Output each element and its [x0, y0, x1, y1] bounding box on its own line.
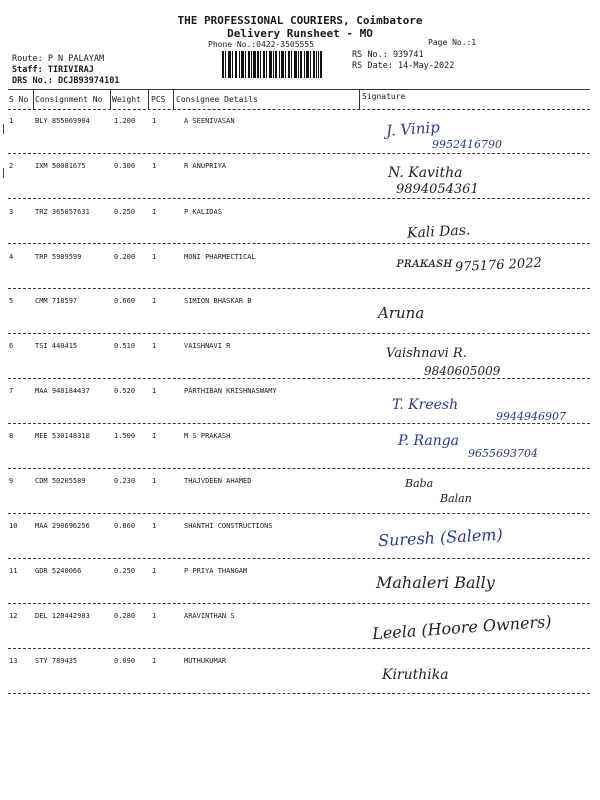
row-pcs: 1: [152, 612, 157, 620]
signature: Vaishnavi R.: [386, 346, 467, 361]
col-header-consignee: Consignee Details: [176, 95, 258, 104]
signature: P. Ranga: [398, 433, 460, 449]
row-divider: [8, 693, 590, 694]
signature-phone: 9944946907: [496, 410, 566, 423]
row-consignment: DEL 120442983: [35, 612, 90, 620]
row-pcs: 1: [152, 162, 157, 170]
row-consignee: THAJVDEEN AHAMED: [184, 477, 252, 485]
row-consignment: MAA 290696256: [35, 522, 90, 530]
row-weight: 0.200: [114, 253, 136, 261]
row-consignee: SHANTHI CONSTRUCTIONS: [184, 522, 273, 530]
row-divider: [8, 198, 590, 199]
signature: Kiruthika: [382, 667, 449, 683]
signature-phone: 9655693704: [468, 447, 538, 460]
document-subtitle: Delivery Runsheet - MO: [227, 27, 373, 40]
page-number: Page No.:1: [428, 38, 477, 47]
row-sno: 3: [9, 208, 14, 216]
row-divider: [8, 468, 590, 469]
row-consignment: TSI 440415: [35, 342, 78, 350]
signature: Suresh (Salem): [377, 524, 504, 551]
row-sno: 13: [9, 657, 18, 665]
header-rule: [8, 109, 590, 110]
row-pcs: 1: [152, 342, 157, 350]
row-weight: 0.230: [114, 477, 136, 485]
row-weight: 0.660: [114, 297, 136, 305]
row-consignment: STY 789435: [35, 657, 78, 665]
column-divider: [110, 89, 111, 109]
row-pcs: 1: [152, 117, 157, 125]
row-consignment: TRP 5989599: [35, 253, 82, 261]
row-divider: [8, 423, 590, 424]
row-sno: 7: [9, 387, 14, 395]
column-divider: [33, 89, 34, 109]
signature-name: Balan: [440, 492, 472, 505]
row-pcs: 1: [152, 657, 157, 665]
row-consignee: P PRIYA THANGAM: [184, 567, 248, 575]
row-weight: 0.300: [114, 162, 136, 170]
row-consignment: BLY 855069904: [35, 117, 90, 125]
column-divider: [359, 89, 360, 109]
row-consignee: SIMION BHASKAR B: [184, 297, 252, 305]
column-divider: [148, 89, 149, 109]
row-consignee: VAISHNAVI R: [184, 342, 231, 350]
phone-number: Phone No.:0422-3505555: [208, 40, 314, 49]
row-divider: [8, 243, 590, 244]
row-weight: 0.250: [114, 567, 136, 575]
rs-number: RS No.: 939741: [352, 50, 424, 60]
row-consignee: PARTHIBAN KRISHNASWAMY: [184, 387, 277, 395]
row-pcs: 1: [152, 522, 157, 530]
row-sno: 9: [9, 477, 14, 485]
row-consignee: R ANUPRIYA: [184, 162, 227, 170]
row-consignment: IXM 50081675: [35, 162, 86, 170]
margin-tick: [3, 168, 4, 178]
table-top-rule: [8, 89, 590, 90]
col-header-sno: S No: [9, 95, 29, 104]
signature-phone: 9894054361: [396, 182, 479, 197]
row-weight: 0.510: [114, 342, 136, 350]
row-weight: 0.280: [114, 612, 136, 620]
rs-date: RS Date: 14-May-2022: [352, 61, 455, 71]
signature: J. Vinip: [385, 118, 441, 140]
signature: Mahaleri Bally: [376, 573, 495, 592]
row-consignee: M S PRAKASH: [184, 432, 231, 440]
row-weight: 0.860: [114, 522, 136, 530]
row-sno: 11: [9, 567, 18, 575]
row-pcs: 1: [152, 253, 157, 261]
col-header-signature: Signature: [362, 92, 406, 101]
barcode-image: [222, 51, 322, 78]
row-consignment: CDM 50205589: [35, 477, 86, 485]
row-consignee: MUTHUKUMAR: [184, 657, 227, 665]
drs-number: DRS No.: DCJB93974101: [12, 76, 120, 86]
col-header-weight: Weight: [112, 95, 141, 104]
staff-label: Staff: TIRIVIRAJ: [12, 65, 94, 75]
row-weight: 1.500: [114, 432, 136, 440]
row-divider: [8, 288, 590, 289]
signature: T. Kreesh: [392, 397, 459, 413]
row-sno: 10: [9, 522, 18, 530]
route-label: Route: P N PALAYAM: [12, 54, 105, 64]
row-consignment: TRZ 365057631: [35, 208, 90, 216]
row-sno: 8: [9, 432, 14, 440]
row-sno: 12: [9, 612, 18, 620]
row-pcs: 1: [152, 387, 157, 395]
row-pcs: 1: [152, 477, 157, 485]
document-title: THE PROFESSIONAL COURIERS, Coimbatore: [177, 14, 423, 27]
signature: Leela (Hoore Owners): [371, 611, 553, 644]
row-divider: [8, 558, 590, 559]
row-sno: 6: [9, 342, 14, 350]
row-consignment: GDR 5240066: [35, 567, 82, 575]
col-header-pcs: PCS: [151, 95, 166, 104]
row-pcs: 1: [152, 208, 157, 216]
row-divider: [8, 513, 590, 514]
row-consignee: MONI PHARMECTICAL: [184, 253, 256, 261]
row-consignment: MAA 940184437: [35, 387, 90, 395]
row-consignee: A SEENIVASAN: [184, 117, 235, 125]
row-pcs: 1: [152, 567, 157, 575]
row-pcs: 1: [152, 432, 157, 440]
signature: Aruna: [378, 304, 425, 322]
signature: Baba: [405, 477, 434, 490]
row-sno: 1: [9, 117, 14, 125]
col-header-consignment: Consignment No: [35, 95, 103, 104]
row-weight: 1.200: [114, 117, 136, 125]
row-divider: [8, 153, 590, 154]
signature-phone: 9952416790: [432, 138, 502, 151]
row-weight: 0.520: [114, 387, 136, 395]
row-weight: 0.250: [114, 208, 136, 216]
row-divider: [8, 603, 590, 604]
row-consignee: P KALIDAS: [184, 208, 222, 216]
signature-phone: 975176 2022: [454, 255, 543, 276]
row-pcs: 1: [152, 297, 157, 305]
margin-tick: [3, 124, 4, 134]
signature: Kali Das.: [406, 222, 471, 242]
row-consignment: CMM 718597: [35, 297, 78, 305]
row-consignment: MEE 530148310: [35, 432, 90, 440]
row-weight: 0.090: [114, 657, 136, 665]
row-divider: [8, 648, 590, 649]
row-consignee: ARAVINTHAN S: [184, 612, 235, 620]
signature: N. Kavitha: [388, 165, 463, 181]
row-sno: 2: [9, 162, 14, 170]
row-sno: 4: [9, 253, 14, 261]
row-divider: [8, 378, 590, 379]
row-divider: [8, 333, 590, 334]
signature-phone: 9840605009: [424, 364, 501, 378]
column-divider: [173, 89, 174, 109]
row-sno: 5: [9, 297, 14, 305]
signature: ᴘʀᴀᴋᴀsʜ: [396, 255, 453, 271]
